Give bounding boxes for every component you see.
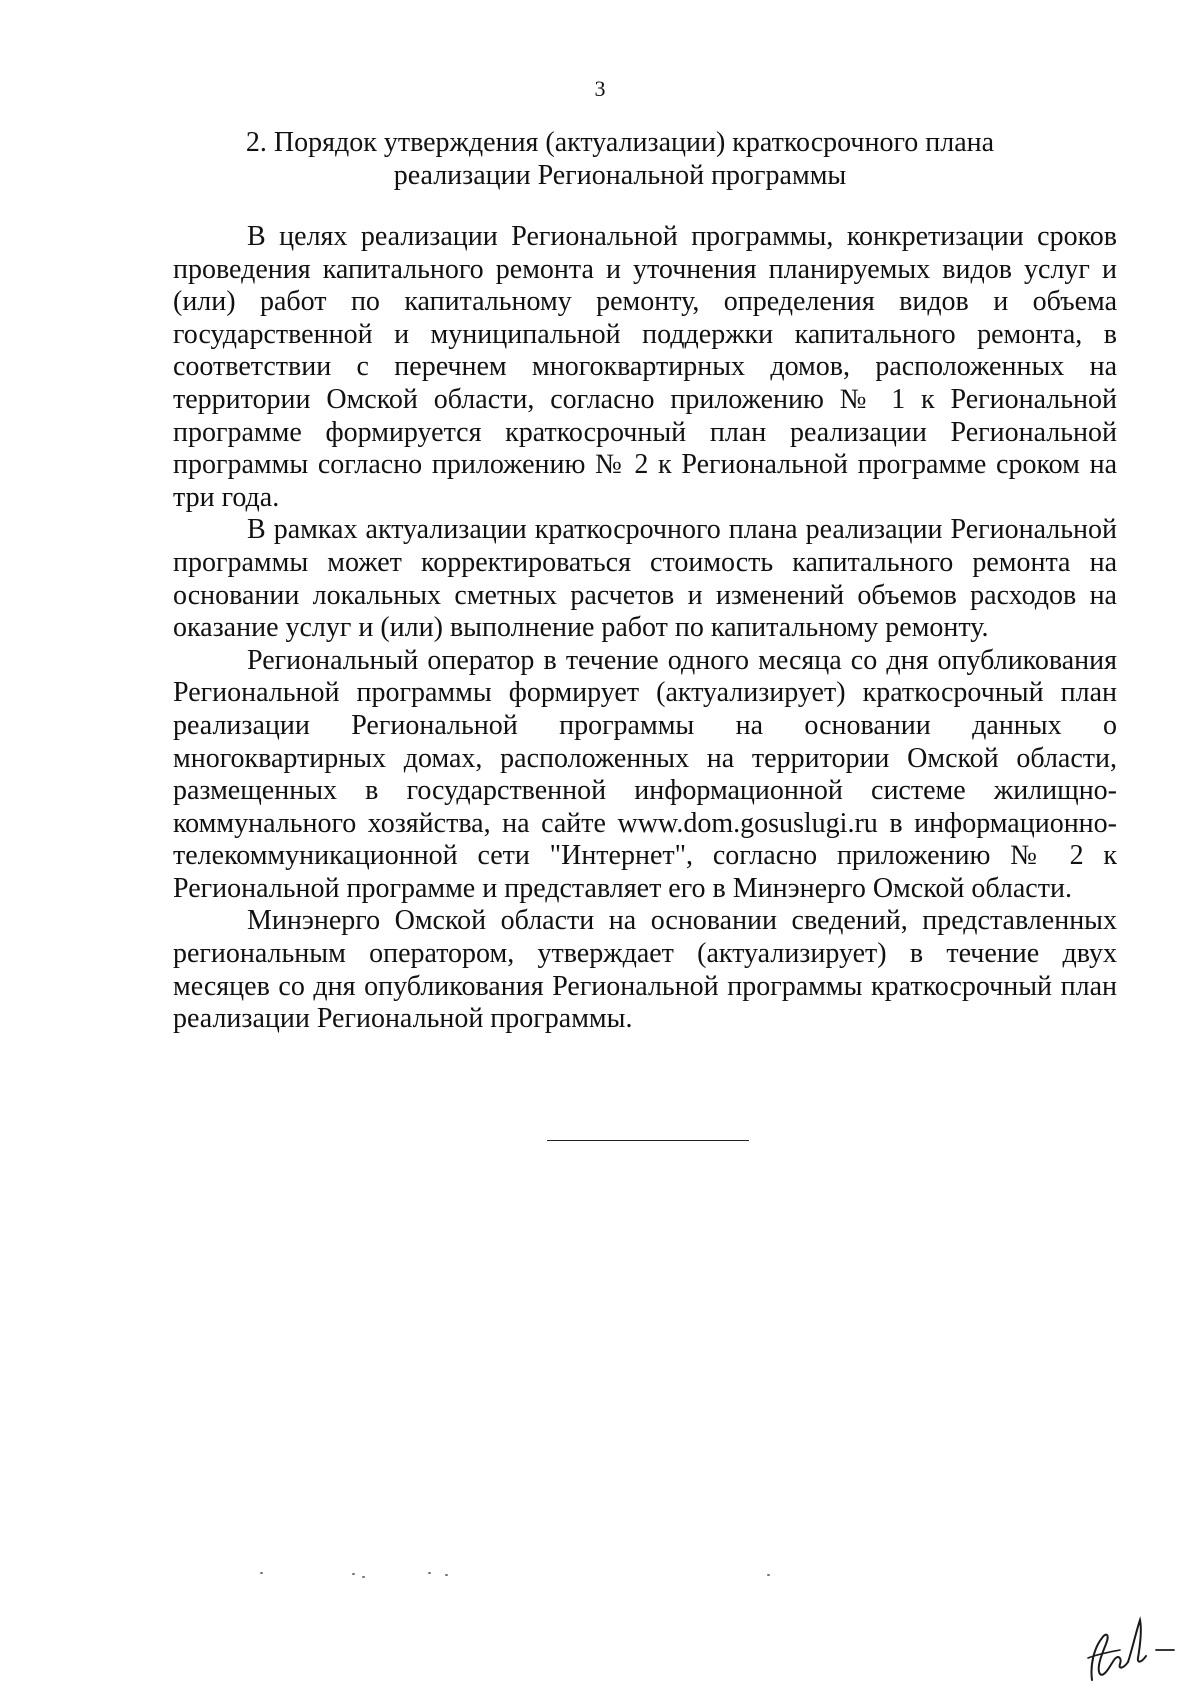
- end-of-section-divider: [547, 1140, 749, 1141]
- paragraph-ministry-approval: Минэнерго Омской области на основании сведений, представленных региональным оператором, утверждает (актуализирует) в течение двух месяцев со дня опубликования Региональной программы краткосрочный план реализации Региональной программы.: [173, 905, 1117, 1035]
- scan-speck: [445, 1574, 448, 1576]
- section-title-line-1: 2. Порядок утверждения (актуализации) краткосрочного плана: [245, 127, 995, 158]
- scan-speck: [352, 1573, 355, 1575]
- scan-speck: [260, 1572, 263, 1574]
- paragraph-plan-cost-adjustment: В рамках актуализации краткосрочного плана реализации Региональной программы может корректироваться стоимость капитального ремонта на основании локальных сметных расчетов и изменений объемов расходов на оказание услуг и (или) выполнение работ по капитальному ремонту.: [173, 514, 1117, 644]
- paragraph-short-term-plan-purpose: В целях реализации Региональной программы, конкретизации сроков проведения капитального ремонта и уточнения планируемых видов услуг и (или) работ по капитальному ремонту, определения видов и объема государственной и муниципальной поддержки капитального ремонта, в соответствии с перечнем многоквартирных домов, расположенных на территории Омской области, согласно приложению № 1 к Региональной программе формируется краткосрочный план реализации Региональной программы согласно приложению № 2 к Региональной программе сроком на три года.: [173, 221, 1117, 513]
- scan-speck: [362, 1576, 365, 1578]
- page-number: 3: [594, 76, 606, 101]
- handwritten-signature-icon: [1070, 1610, 1185, 1690]
- scan-speck: [767, 1574, 770, 1576]
- section-body: [173, 221, 1117, 1036]
- paragraph-regional-operator-duties: Региональный оператор в течение одного месяца со дня опубликования Региональной программы формирует (актуализирует) краткосрочный план реализации Региональной программы на основании данных о многоквартирных домах, расположенных на территории Омской области, размещенных в государственной информационной системе жилищно-коммунального хозяйства, на сайте www.dom.gosuslugi.ru в информационно-телекоммуникационной сети "Интернет", согласно приложению № 2 к Региональной программе и представляет его в Минэнерго Омской области.: [173, 644, 1117, 904]
- section-title: [230, 126, 1010, 192]
- section-title-line-2: реализации Региональной программы: [393, 160, 847, 191]
- scan-speck: [428, 1572, 431, 1574]
